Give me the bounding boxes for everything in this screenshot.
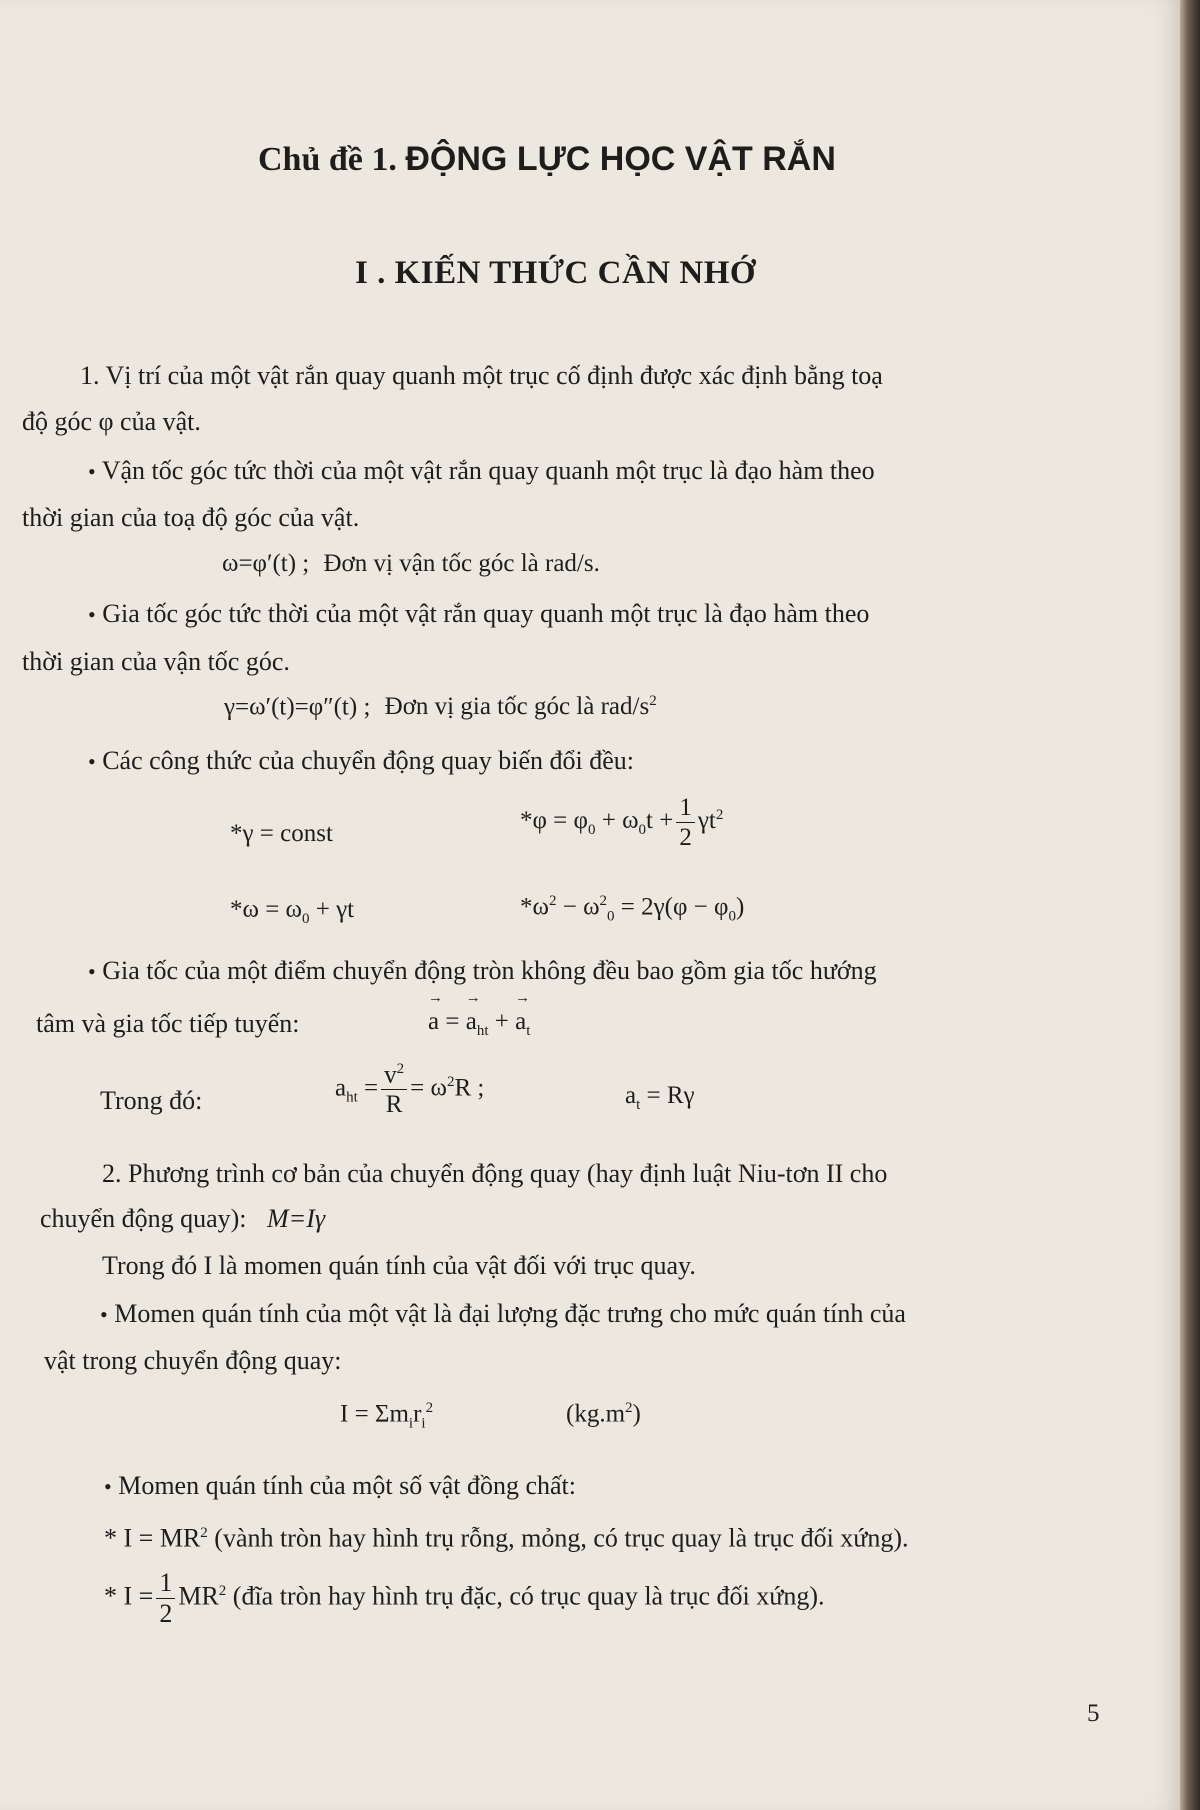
paragraph-3-line-2: thời gian của vận tốc góc. — [22, 647, 290, 676]
subscript: i — [408, 1415, 414, 1432]
text-line: chuyển động quay): — [40, 1204, 247, 1233]
formula-part: = Rγ — [640, 1082, 695, 1109]
formula: γ=ω′(t)=φ″(t) ; — [224, 693, 371, 721]
text-line: Vận tốc góc tức thời của một vật rắn quay quanh một trục là đạo hàm theo — [101, 456, 875, 485]
paragraph-5-line-1 — [88, 955, 877, 988]
formula-part: ) — [735, 893, 745, 921]
angular-acceleration-formula — [224, 693, 657, 721]
formula-part: ) — [632, 1400, 641, 1428]
section-title: I . KIẾN THỨC CẦN NHỚ — [355, 255, 757, 291]
formula-part: = — [439, 1008, 466, 1035]
paragraph-2-line-2: thời gian của toạ độ góc của vật. — [22, 503, 360, 532]
superscript: 2 — [715, 806, 724, 823]
vector-at: → a — [515, 1008, 526, 1036]
formula-velocity-squared — [520, 893, 744, 925]
formula-part: * I = MR — [104, 1523, 201, 1553]
superscript: 2 — [548, 893, 557, 909]
topic-label: Chủ đề 1. — [258, 141, 397, 178]
vector-aht: → a — [466, 1008, 477, 1036]
paragraph-6-line-1 — [102, 1158, 1095, 1190]
text-line: Các công thức của chuyển động quay biến đổi đều: — [102, 746, 634, 775]
bullet-icon: • — [88, 749, 96, 774]
denominator: 2 — [159, 1599, 173, 1628]
paragraph-7-line-1 — [100, 1298, 906, 1331]
paragraph-8-line-1 — [104, 1470, 576, 1503]
topic-name: ĐỘNG LỰC HỌC VẬT RẮN — [405, 140, 836, 178]
subscript: ht — [346, 1089, 358, 1106]
formula-part: (kg.m — [566, 1400, 626, 1428]
subscript: 0 — [607, 908, 615, 925]
denominator: R — [385, 1091, 403, 1119]
paragraph-6-line-2 — [40, 1203, 325, 1235]
superscript: 2 — [446, 1074, 455, 1091]
formula: M=Iγ — [267, 1204, 326, 1233]
angular-velocity-formula — [222, 550, 600, 578]
subscript: 0 — [638, 822, 647, 839]
subscript: 0 — [302, 911, 310, 927]
formula-part: * I = — [104, 1581, 154, 1611]
superscript: 2 — [396, 1061, 405, 1077]
text-line: Momen quán tính của một vật là đại lượng đặc trưng cho mức quán tính của — [114, 1299, 906, 1328]
formula: ω=φ′(t) ; — [222, 550, 310, 577]
subscript: t — [526, 1023, 531, 1039]
fraction — [676, 795, 695, 850]
bullet-icon: • — [100, 1302, 108, 1327]
text-line: (vành tròn hay hình trụ rỗng, mỏng, có trục quay là trục đối xứng). — [207, 1523, 909, 1553]
formula-angle — [520, 795, 723, 850]
text-line: tâm và gia tốc tiếp tuyến: — [36, 1009, 300, 1038]
formula-part: v — [384, 1061, 397, 1089]
inertia-item-disk — [104, 1570, 825, 1627]
paragraph-4-line-1 — [88, 745, 634, 778]
formula-part: + ω — [595, 807, 639, 835]
centripetal-formula — [335, 1062, 484, 1117]
formula-velocity — [230, 896, 354, 928]
bullet-icon: • — [88, 459, 96, 484]
text-line: 2. Phương trình cơ bản của chuyển động quay (hay định luật Niu-tơn II cho — [102, 1159, 888, 1188]
formula-part: + — [488, 1008, 516, 1035]
superscript: 2 — [200, 1525, 208, 1541]
bullet-icon: • — [104, 1474, 112, 1499]
vector-a: → a — [428, 1008, 439, 1036]
moment-of-inertia-unit — [566, 1400, 641, 1428]
superscript: 2 — [625, 1400, 633, 1416]
numerator: 1 — [156, 1570, 175, 1599]
inertia-item-ring — [104, 1517, 909, 1555]
formula-unit: Đơn vị vận tốc góc là rad/s. — [323, 550, 600, 577]
subscript: 0 — [728, 908, 736, 925]
text-line: Momen quán tính của một số vật đồng chất: — [118, 1471, 577, 1500]
page-number: 5 — [1087, 1700, 1100, 1727]
numerator — [381, 1062, 407, 1090]
text-line: Gia tốc của một điểm chuyển động tròn không đều bao gồm gia tốc hướng — [102, 956, 877, 985]
formula-part: a — [335, 1074, 347, 1102]
topic-title — [258, 140, 836, 179]
text-line: Gia tốc góc tức thời của một vật rắn quay quanh một trục là đạo hàm theo — [102, 599, 870, 628]
formula-part: t + — [646, 807, 674, 835]
paragraph-2-line-1 — [88, 455, 875, 488]
bullet-icon: • — [88, 602, 96, 627]
formula-part: r — [413, 1400, 422, 1428]
formula-part: *φ = φ — [520, 807, 588, 835]
formula-part: − ω — [556, 893, 600, 921]
paragraph-7-line-2: vật trong chuyển động quay: — [44, 1346, 342, 1375]
formula-part: a — [625, 1082, 637, 1109]
formula-part: = — [357, 1074, 379, 1102]
subscript: ht — [476, 1023, 489, 1039]
formula-part: = ω — [410, 1074, 447, 1102]
moment-of-inertia-formula — [340, 1400, 433, 1432]
where-label: Trong đó: — [100, 1086, 203, 1115]
acceleration-vector-formula — [428, 1008, 530, 1040]
subscript: t — [636, 1097, 641, 1113]
formula-part: *ω — [520, 893, 549, 921]
fraction — [156, 1570, 175, 1627]
superscript: 2 — [599, 893, 608, 909]
formula-part: R ; — [454, 1074, 485, 1102]
denominator: 2 — [679, 824, 692, 851]
book-edge — [1180, 0, 1200, 1810]
paragraph-5-line-2 — [36, 1008, 300, 1040]
superscript: 2 — [649, 693, 657, 709]
subscript: i — [421, 1415, 426, 1432]
paragraph-3-line-1 — [88, 598, 869, 631]
formula-part: I = Σm — [340, 1400, 409, 1428]
text-line: (đĩa tròn hay hình trụ đặc, có trục quay là trục đối xứng). — [226, 1581, 825, 1611]
formula-part: MR — [178, 1581, 219, 1611]
formula-part: + γt — [309, 896, 355, 923]
formula-part: = 2γ(φ − φ — [614, 893, 729, 921]
numerator: 1 — [676, 795, 695, 823]
paragraph-1-line-2: độ góc φ của vật. — [22, 407, 201, 436]
tangential-formula — [625, 1082, 695, 1114]
superscript: 2 — [218, 1582, 227, 1599]
paragraph-6-line-3: Trong đó I là momen quán tính của vật đối với trục quay. — [102, 1251, 696, 1280]
fraction — [381, 1062, 407, 1117]
superscript: 2 — [425, 1400, 434, 1416]
text-line: 1. Vị trí của một vật rắn quay quanh một trục cố định được xác định bằng toạ — [80, 361, 883, 390]
bullet-icon: • — [88, 959, 96, 984]
paragraph-1-line-1 — [80, 360, 1095, 392]
formula-const: *γ = const — [230, 820, 333, 847]
formula-part: γt — [697, 807, 716, 835]
subscript: 0 — [587, 822, 596, 839]
formula-part: *ω = ω — [230, 896, 303, 923]
formula-unit: Đơn vị gia tốc góc là rad/s — [384, 693, 650, 721]
